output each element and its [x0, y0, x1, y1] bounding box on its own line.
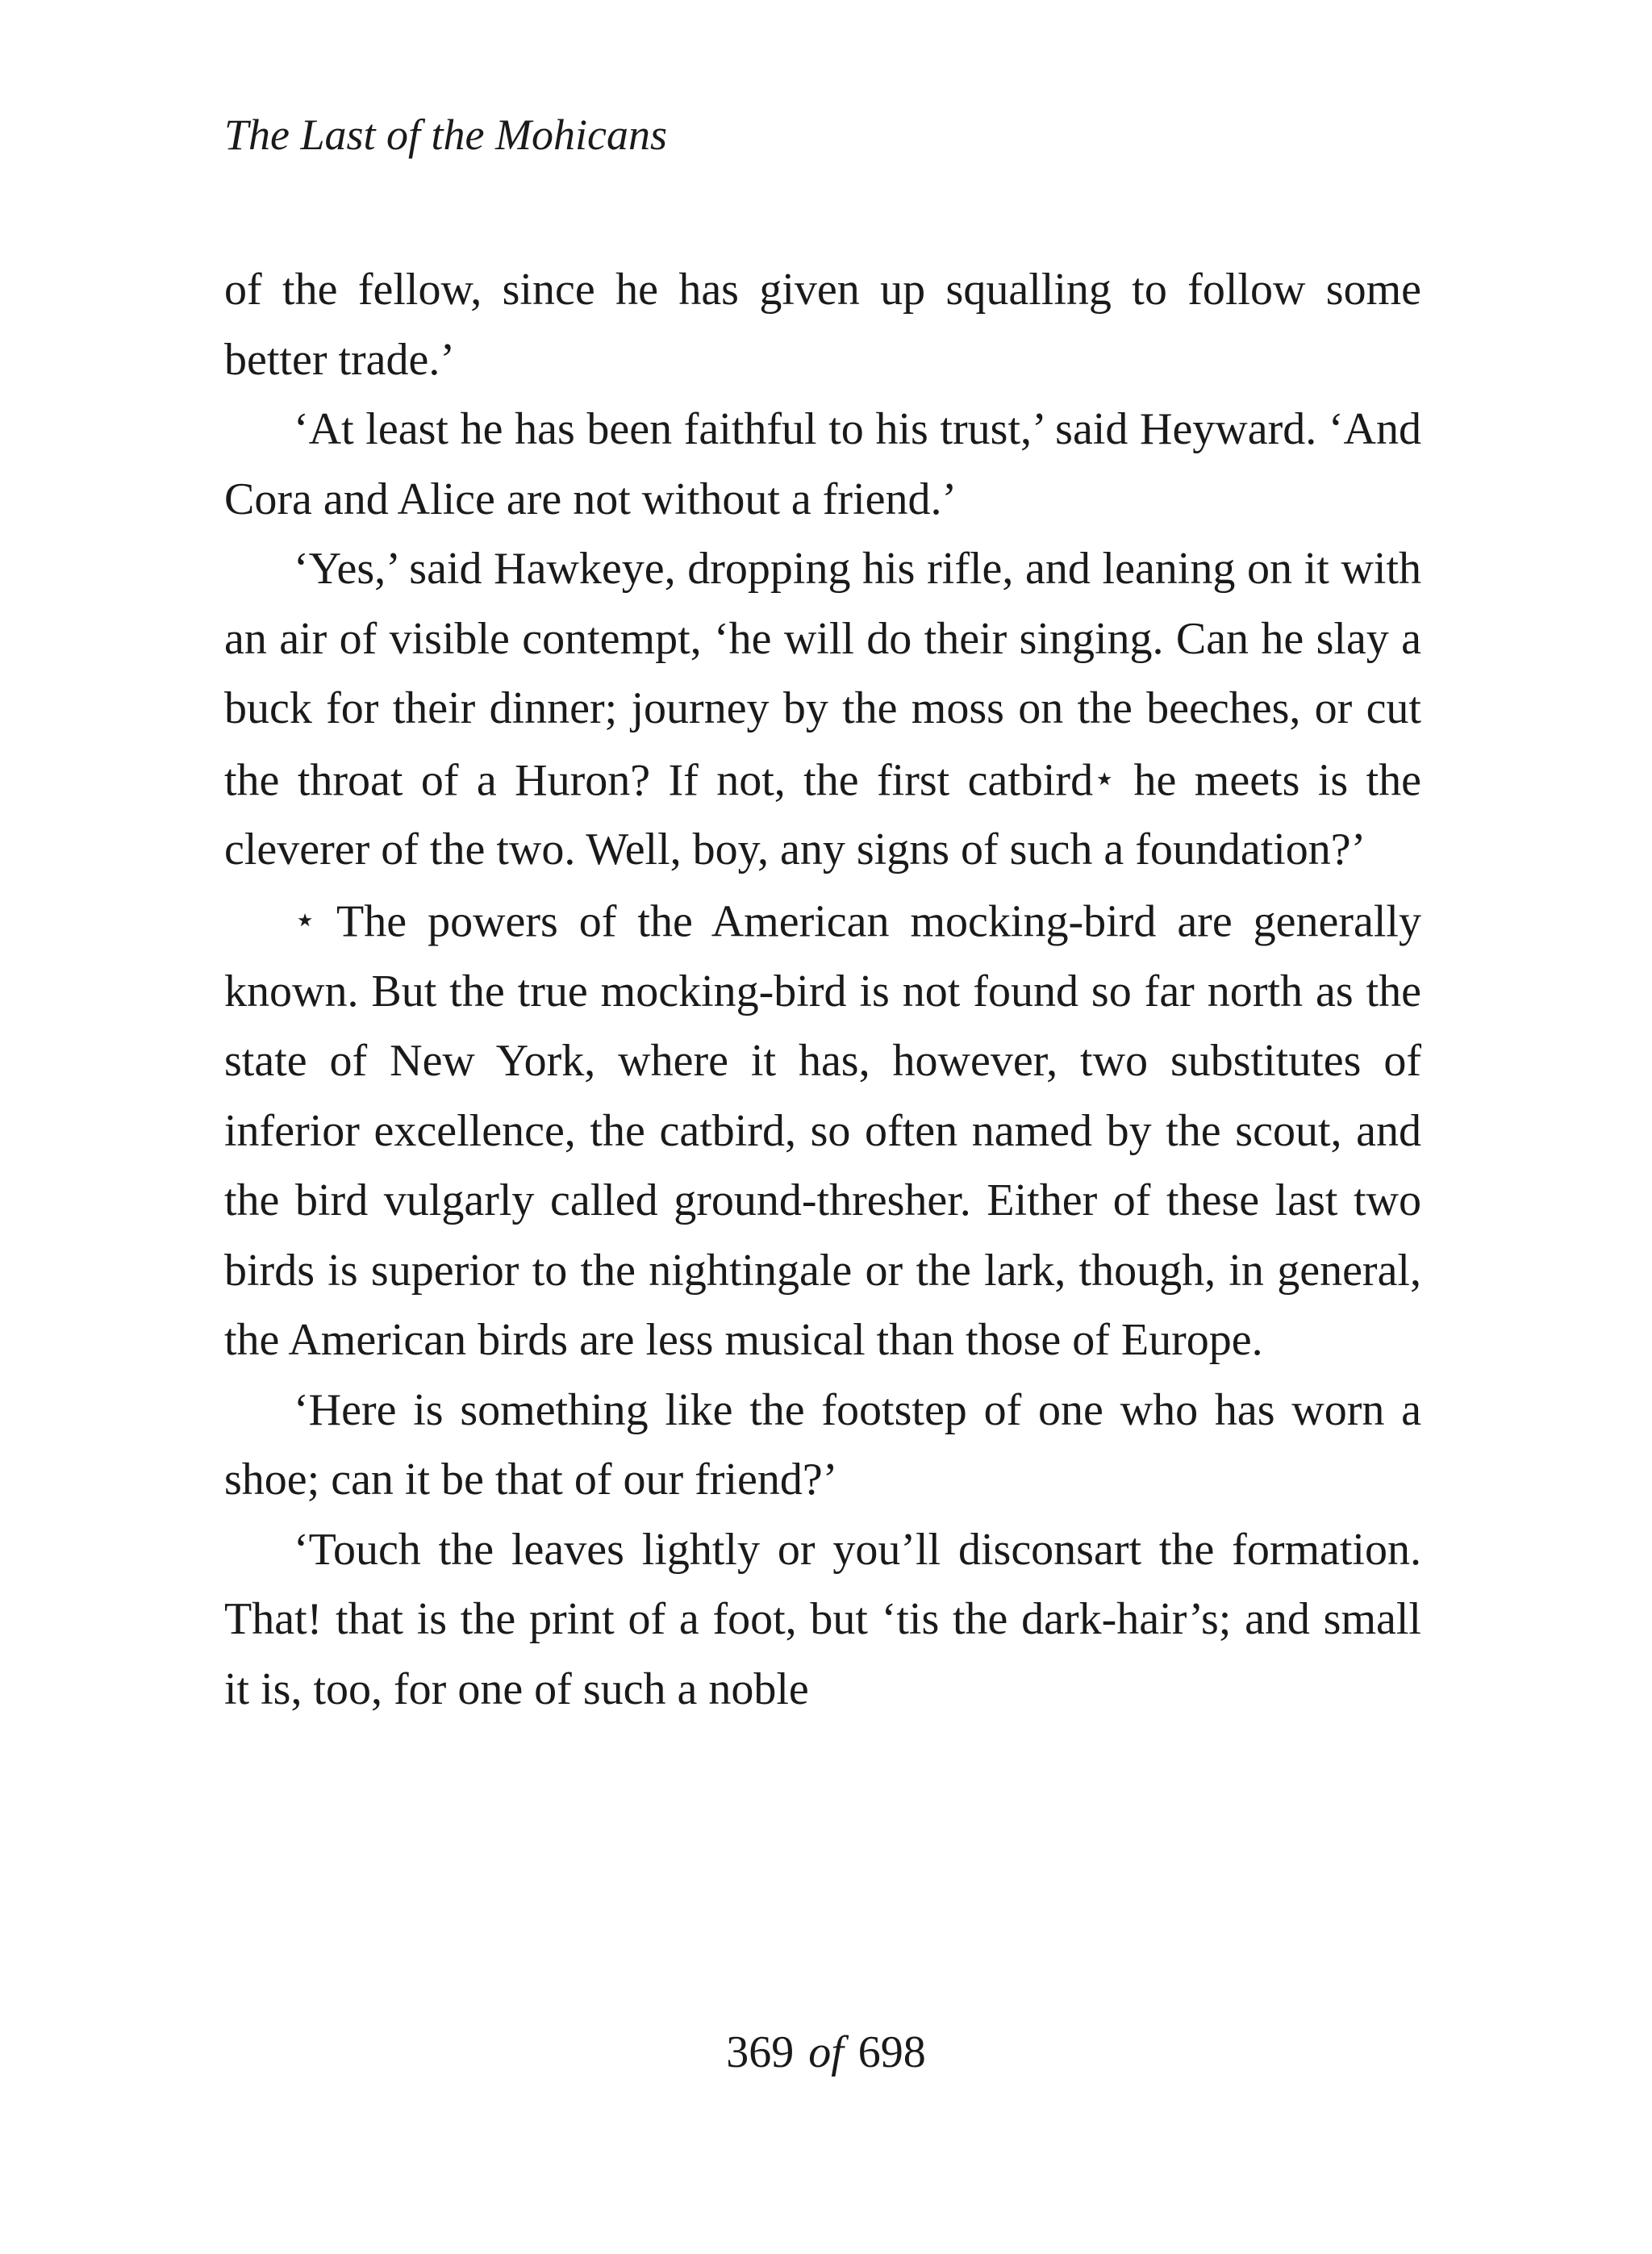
paragraph-hawkeye-text-a: ‘Yes,’ said Hawkeye, dropping his rifle, and leaning on it with an air of visible contempt, ‘he will do their singing. Can he slay a buck for their dinner; journey by the moss on the beeches, or cut the throat of a Huron? If not, the first catbird [224, 544, 1421, 805]
running-head-title: The Last of the Mohicans [224, 111, 667, 159]
page-number [0, 2027, 1652, 2078]
paragraph-heyward: ‘At least he has been faithful to his trust,’ said Heyward. ‘And Cora and Alice are not without a friend.’ [224, 404, 1421, 524]
paragraph-touch-leaves: ‘Touch the leaves lightly or you’ll disconsart the formation. That! that is the print of a foot, but ‘tis the dark-hair’s; and small it is, too, for one of such a noble [224, 1524, 1421, 1714]
footnote-text: The powers of the American mocking-bird are generally known. But the true mocking-bird is not found so far north as the state of New York, where it has, however, two substitutes of inferior excellence, the catbird, so often named by the scout, and the bird vulgarly called ground-thresher. Either of these last two birds is superior to the nightingale or the lark, though, in general, the American birds are less musical than those of Europe. [224, 896, 1421, 1366]
footnote-mocking-bird [224, 885, 1421, 1375]
paragraph-hawkeye-text-b: he meets is the cleverer of the two. Well, boy, any signs of such a foundation?’ [224, 754, 1422, 875]
paragraph-footstep: ‘Here is something like the footstep of one who has worn a shoe; can it be that of our friend?’ [224, 1384, 1421, 1505]
footnote-marker-icon: ⋆ [1093, 758, 1116, 799]
paragraph-continued: of the fellow, since he has given up squalling to follow some better trade.’ [224, 265, 1421, 385]
paragraph-hawkeye [224, 534, 1421, 885]
page-of-label: of [808, 2027, 844, 2077]
page-body [224, 255, 1421, 1724]
footnote-star-icon: ⋆ [294, 899, 317, 940]
total-pages: 698 [857, 2027, 926, 2077]
current-page: 369 [726, 2027, 795, 2077]
